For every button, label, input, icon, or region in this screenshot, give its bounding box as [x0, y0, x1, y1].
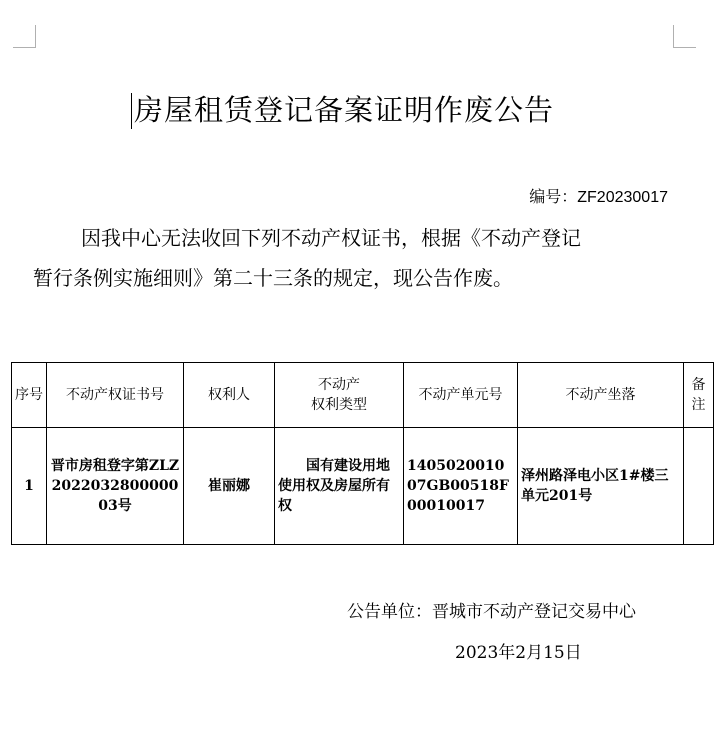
cell-right-type: 国有建设用地使用权及房屋所有权 [275, 428, 404, 545]
issuing-unit: 公告单位：晋城市不动产登记交易中心 [347, 602, 636, 621]
table-row [12, 428, 714, 545]
cell-cert-no: 晋市房租登字第ZLZ202203280000003号 [47, 428, 184, 545]
header-right-type-line-2: 权利类型 [311, 397, 367, 413]
header-location: 不动产坐落 [518, 363, 684, 428]
header-seq: 序号 [12, 363, 47, 428]
page-corner-mark-top-right [673, 25, 696, 48]
header-right-type [275, 363, 404, 428]
cell-location: 泽州路泽电小区1#楼三单元201号 [518, 428, 684, 545]
issue-date: 2023年2月15日 [455, 643, 582, 663]
text-cursor [131, 93, 132, 129]
header-cert-no: 不动产权证书号 [47, 363, 184, 428]
header-remark: 备注 [684, 363, 714, 428]
page-corner-mark-top-left [13, 25, 36, 48]
cell-unit-no: 140502001007GB00518F00010017 [404, 428, 518, 545]
header-holder: 权利人 [184, 363, 275, 428]
announcement-paragraph-line-1: 因我中心无法收回下列不动产权证书，根据《不动产登记 [81, 226, 581, 250]
table-header-row [12, 363, 714, 428]
cell-remark [684, 428, 714, 545]
document-number: 编号：ZF20230017 [529, 189, 668, 206]
certificate-table [11, 362, 714, 545]
header-right-type-line-1: 不动产 [318, 377, 360, 393]
cell-seq: 1 [12, 428, 47, 545]
header-unit-no: 不动产单元号 [404, 363, 518, 428]
cell-holder: 崔丽娜 [184, 428, 275, 545]
announcement-paragraph-line-2: 暂行条例实施细则》第二十三条的规定，现公告作废。 [33, 266, 513, 290]
page-title: 房屋租赁登记备案证明作废公告 [134, 93, 555, 127]
